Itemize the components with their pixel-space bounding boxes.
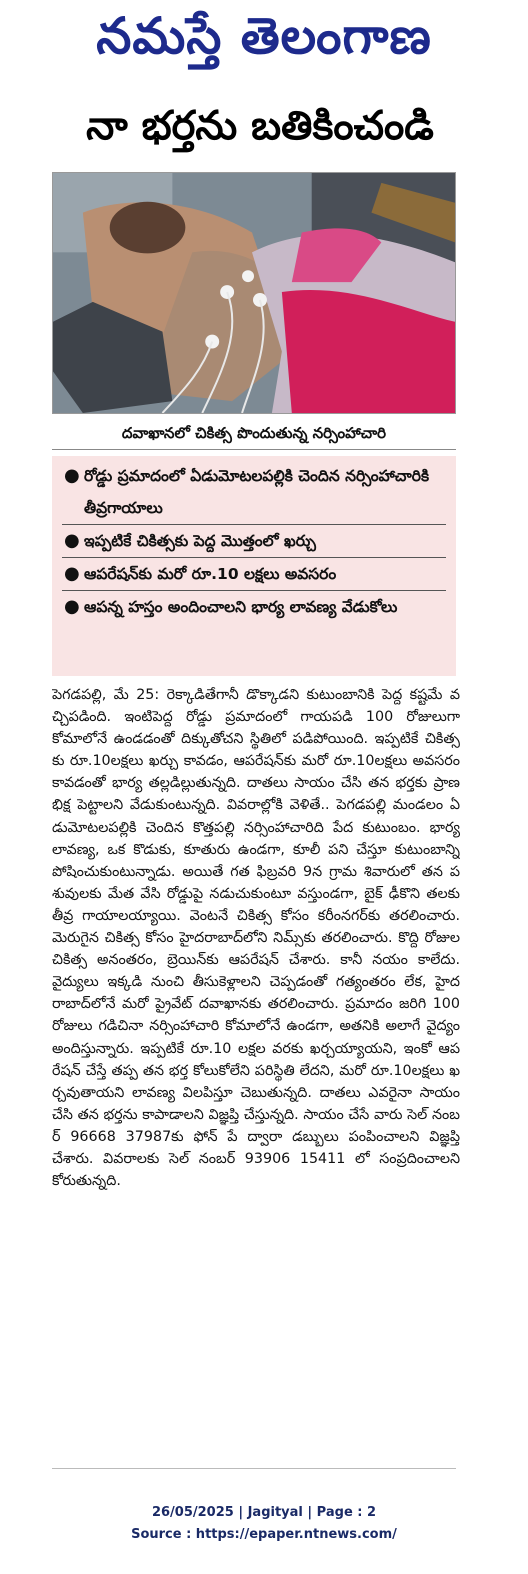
article-photo [52,172,456,414]
highlight-text: ఆపరేషన్‌కు మరో రూ.10 లక్షలు అవసరం [84,565,337,583]
highlight-item [62,591,446,623]
highlight-text: ఆపన్న హస్తం అందించాలని భార్య లావణ్య వేడుకోలు [84,598,398,616]
highlight-item [62,558,446,591]
highlight-item [62,460,446,525]
divider [52,1468,456,1469]
article-headline: నా భర్తను బతికించండి [86,103,434,149]
article-highlights [52,456,456,676]
bullet-icon: ● [64,530,80,551]
highlight-text: ఇప్పటికే చికిత్సకు పెద్ద మొత్తంలో ఖర్చు [84,532,316,550]
highlight-item [62,525,446,558]
photo-caption: దవాఖానలో చికిత్స పొందుతున్న నర్సింహాచారి [52,420,456,450]
bullet-icon: ● [64,596,80,617]
bullet-icon: ● [64,563,80,584]
hospital-patient-photo [53,173,455,413]
article-body: పెగడపల్లి, మే 25: రెక్కాడితేగానీ డొక్కాడని కుటుంబానికి పెద్ద కష్టమే వచ్చిపడింది. ఇంటిపెద్ద రోడ్డు ప్రమాదంలో గాయపడి 100 రోజులుగా కోమాలోనే ఉండడంతో దిక్కుతోచని స్థితిలో పడిపోయింది. ఇప్పటికే చికిత్సకు రూ.10లక్షలు ఖర్చు కావడం, ఆపరేషన్‌కు మరో రూ.10లక్షలు అవసరం కావడంతో భార్య తల్లడిల్లుతున్నది. దాతలు సాయం చేసి తన భర్తకు ప్రాణభిక్ష పెట్టాలని వేడుకుంటున్నది. వివరాల్లోకి వెళితే.. పెగడపల్లి మండలం ఏడుమోటలపల్లికి చెందిన కొత్తపల్లి నర్సింహాచారిది పేద కుటుంబం. భార్య లావణ్య, ఒక కొడుకు, కూతురు ఉండగా, కూలీ పని చేస్తూ కుటుంబాన్ని పోషించుకుంటున్నాడు. అయితే గత ఫిబ్రవరి 9న గ్రామ శివారులో తన పశువులకు మేత వేసి రోడ్డుపై నడుచుకుంటూ వస్తుండగా, బైక్ ఢీకొని తలకు తీవ్ర గాయాలయ్యాయి. వెంటనే చికిత్స కోసం కరీంనగర్‌కు తరలించారు. మెరుగైన చికిత్స కోసం హైదరాబాద్‌లోని నిమ్స్‌కు తరలించారు. కొద్ది రోజుల చికిత్స అనంతరం, బ్రెయిన్‌కు ఆపరేషన్ చేశారు. కానీ నయం కాలేదు. వైద్యులు ఇక్కడి నుంచి తీసుకెళ్లాలని చెప్పడంతో గత్యంతరం లేక, హైదరాబాద్‌లోనే మరో ప్రైవేట్ దవాఖానకు తరలించారు. ప్రమాదం జరిగి 100 రోజులు గడిచినా నర్సింహాచారి కోమాలోనే ఉండగా, అతనికి అలాగే వైద్యం అందిస్తున్నారు. ఇప్పటికే రూ.10 లక్షల వరకు ఖర్చయ్యాయని, ఇంకో ఆపరేషన్ చేస్తే తప్ప తన భర్త కోలుకోలేని పరిస్థితి లేదని, మరో రూ.10లక్షలు ఖర్చవుతాయని లావణ్య విలపిస్తూ చెబుతున్నది. దాతలు ఎవరైనా సాయం చేసి తన భర్తను కాపాడాలని విజ్ఞప్తి చేస్తున్నది. సాయం చేసే వారు సెల్ నంబర్ 96668 37987కు ఫోన్ పే ద్వారా డబ్బులు పంపించాలని విజ్ఞప్తి చేశారు. వివరాలకు సెల్ నంబర్ 93906 15411 లో సంప్రదించాలని కోరుతున్నది. [52,687,460,1190]
footer-source: Source : https://epaper.ntnews.com/ [131,1527,397,1542]
page-footer [0,1502,528,1546]
footer-dateline: 26/05/2025 | Jagityal | Page : 2 [151,1505,377,1520]
bullet-icon: ● [64,465,80,486]
newspaper-masthead: నమస్తే తెలంగాణ [96,6,432,65]
highlight-text: రోడ్డు ప్రమాదంలో ఏడుమోటలపల్లికి చెందిన నర్సింహాచారికి తీవ్రగాయాలు [84,467,430,517]
